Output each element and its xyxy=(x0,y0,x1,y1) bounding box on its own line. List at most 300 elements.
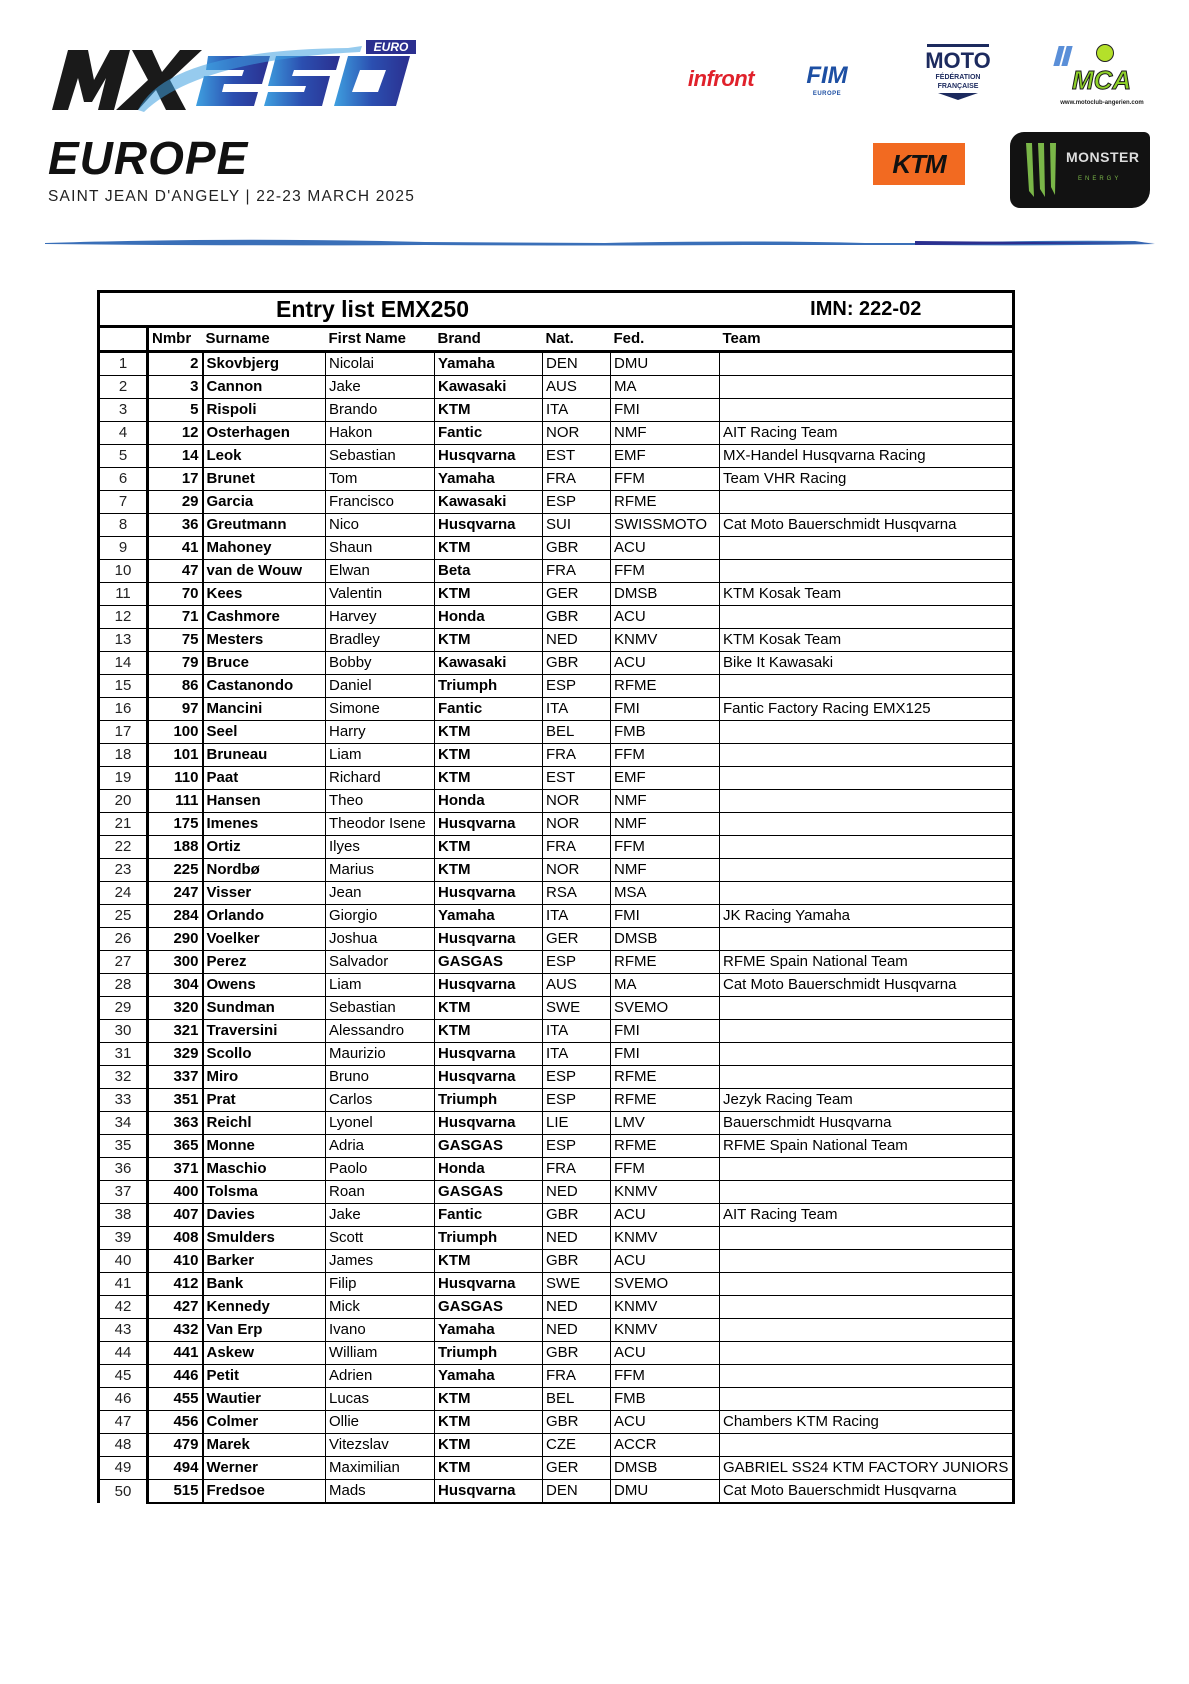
rider-helmet-icon xyxy=(1096,44,1114,62)
rider-nationality: FRA xyxy=(543,560,611,583)
rider-brand: KTM xyxy=(435,767,543,790)
table-row xyxy=(99,606,1014,629)
rider-federation: ACU xyxy=(611,652,720,675)
rider-first-name: Filip xyxy=(326,1273,435,1296)
rider-first-name: Lucas xyxy=(326,1388,435,1411)
rider-number: 351 xyxy=(148,1089,203,1112)
row-position: 41 xyxy=(99,1273,148,1296)
rider-first-name: Ilyes xyxy=(326,836,435,859)
rider-brand: Honda xyxy=(435,606,543,629)
rider-number: 515 xyxy=(148,1480,203,1504)
rider-brand: Yamaha xyxy=(435,352,543,376)
rider-team: Bauerschmidt Husqvarna xyxy=(720,1112,1014,1135)
rider-first-name: Mads xyxy=(326,1480,435,1504)
rider-team xyxy=(720,1434,1014,1457)
table-row xyxy=(99,1388,1014,1411)
rider-federation: LMV xyxy=(611,1112,720,1135)
rider-federation: SVEMO xyxy=(611,1273,720,1296)
ffm-moto-logo xyxy=(912,44,1004,116)
rider-surname: Davies xyxy=(203,1204,326,1227)
rider-team xyxy=(720,1342,1014,1365)
row-position: 47 xyxy=(99,1411,148,1434)
rider-number: 17 xyxy=(148,468,203,491)
rider-nationality: GBR xyxy=(543,1411,611,1434)
rider-nationality: FRA xyxy=(543,836,611,859)
rider-surname: Owens xyxy=(203,974,326,997)
row-position: 29 xyxy=(99,997,148,1020)
rider-number: 225 xyxy=(148,859,203,882)
row-position: 10 xyxy=(99,560,148,583)
rider-federation: MA xyxy=(611,376,720,399)
rider-nationality: NED xyxy=(543,1227,611,1250)
rider-surname: Tolsma xyxy=(203,1181,326,1204)
rider-first-name: Ivano xyxy=(326,1319,435,1342)
rider-federation: RFME xyxy=(611,491,720,514)
rider-team: KTM Kosak Team xyxy=(720,583,1014,606)
rider-first-name: Adrien xyxy=(326,1365,435,1388)
rider-team xyxy=(720,997,1014,1020)
rider-surname: Kees xyxy=(203,583,326,606)
rider-nationality: GBR xyxy=(543,1204,611,1227)
row-position: 32 xyxy=(99,1066,148,1089)
rider-brand: Husqvarna xyxy=(435,1043,543,1066)
rider-brand: GASGAS xyxy=(435,1181,543,1204)
table-row xyxy=(99,445,1014,468)
table-row xyxy=(99,1135,1014,1158)
ktm-logo: KTM xyxy=(873,143,965,185)
table-row xyxy=(99,1158,1014,1181)
rider-first-name: Simone xyxy=(326,698,435,721)
rider-number: 41 xyxy=(148,537,203,560)
rider-team xyxy=(720,836,1014,859)
rider-first-name: Adria xyxy=(326,1135,435,1158)
rider-brand: Triumph xyxy=(435,1227,543,1250)
rider-surname: Imenes xyxy=(203,813,326,836)
rider-team xyxy=(720,1020,1014,1043)
rider-surname: Bruneau xyxy=(203,744,326,767)
rider-federation: FMI xyxy=(611,1043,720,1066)
rider-first-name: Paolo xyxy=(326,1158,435,1181)
rider-first-name: Nico xyxy=(326,514,435,537)
column-header-surname: Surname xyxy=(203,327,326,352)
rider-team xyxy=(720,1181,1014,1204)
rider-surname: Petit xyxy=(203,1365,326,1388)
rider-federation: DMU xyxy=(611,1480,720,1504)
rider-surname: Scollo xyxy=(203,1043,326,1066)
rider-federation: FFM xyxy=(611,560,720,583)
table-row xyxy=(99,1204,1014,1227)
rider-nationality: NOR xyxy=(543,859,611,882)
rider-team xyxy=(720,352,1014,376)
row-position: 42 xyxy=(99,1296,148,1319)
rider-team: Bike It Kawasaki xyxy=(720,652,1014,675)
rider-first-name: Harvey xyxy=(326,606,435,629)
rider-number: 455 xyxy=(148,1388,203,1411)
row-position: 20 xyxy=(99,790,148,813)
rider-number: 47 xyxy=(148,560,203,583)
rider-nationality: FRA xyxy=(543,468,611,491)
rider-number: 247 xyxy=(148,882,203,905)
rider-number: 363 xyxy=(148,1112,203,1135)
table-row xyxy=(99,1480,1014,1504)
table-row xyxy=(99,997,1014,1020)
table-row xyxy=(99,1457,1014,1480)
table-row xyxy=(99,813,1014,836)
rider-surname: Bruce xyxy=(203,652,326,675)
table-row xyxy=(99,1181,1014,1204)
table-row xyxy=(99,905,1014,928)
rider-surname: Maschio xyxy=(203,1158,326,1181)
row-position: 18 xyxy=(99,744,148,767)
rider-nationality: NED xyxy=(543,629,611,652)
rider-surname: Colmer xyxy=(203,1411,326,1434)
rider-nationality: ITA xyxy=(543,905,611,928)
table-row xyxy=(99,744,1014,767)
rider-brand: GASGAS xyxy=(435,1135,543,1158)
rider-surname: Fredsoe xyxy=(203,1480,326,1504)
rider-team xyxy=(720,1066,1014,1089)
rider-brand: Husqvarna xyxy=(435,974,543,997)
rider-federation: ACU xyxy=(611,1204,720,1227)
rider-team xyxy=(720,859,1014,882)
rider-number: 101 xyxy=(148,744,203,767)
table-row xyxy=(99,721,1014,744)
rider-first-name: Hakon xyxy=(326,422,435,445)
rider-brand: Kawasaki xyxy=(435,491,543,514)
rider-nationality: SWE xyxy=(543,997,611,1020)
rider-federation: KNMV xyxy=(611,629,720,652)
rider-number: 70 xyxy=(148,583,203,606)
table-row xyxy=(99,468,1014,491)
rider-surname: Cashmore xyxy=(203,606,326,629)
rider-brand: Honda xyxy=(435,790,543,813)
rider-first-name: Lyonel xyxy=(326,1112,435,1135)
row-position: 50 xyxy=(99,1480,148,1504)
logo-badge: EURO xyxy=(373,40,409,54)
rider-team xyxy=(720,1273,1014,1296)
row-position: 1 xyxy=(99,352,148,376)
rider-first-name: Shaun xyxy=(326,537,435,560)
rider-surname: Smulders xyxy=(203,1227,326,1250)
rider-federation: NMF xyxy=(611,859,720,882)
rider-surname: Mesters xyxy=(203,629,326,652)
rider-surname: Van Erp xyxy=(203,1319,326,1342)
row-position: 16 xyxy=(99,698,148,721)
table-row xyxy=(99,1411,1014,1434)
rider-nationality: ITA xyxy=(543,399,611,422)
rider-nationality: SUI xyxy=(543,514,611,537)
rider-brand: Triumph xyxy=(435,675,543,698)
table-row xyxy=(99,698,1014,721)
rider-first-name: Roan xyxy=(326,1181,435,1204)
rider-surname: Mancini xyxy=(203,698,326,721)
rider-number: 86 xyxy=(148,675,203,698)
rider-brand: KTM xyxy=(435,629,543,652)
rider-team xyxy=(720,537,1014,560)
rider-brand: KTM xyxy=(435,399,543,422)
row-position: 43 xyxy=(99,1319,148,1342)
rider-team xyxy=(720,399,1014,422)
rider-first-name: Elwan xyxy=(326,560,435,583)
table-row xyxy=(99,1043,1014,1066)
rider-surname: van de Wouw xyxy=(203,560,326,583)
rider-number: 410 xyxy=(148,1250,203,1273)
rider-team: Jezyk Racing Team xyxy=(720,1089,1014,1112)
rider-number: 79 xyxy=(148,652,203,675)
rider-first-name: Valentin xyxy=(326,583,435,606)
row-position: 39 xyxy=(99,1227,148,1250)
rider-team: Chambers KTM Racing xyxy=(720,1411,1014,1434)
rider-surname: Castanondo xyxy=(203,675,326,698)
rider-team: Team VHR Racing xyxy=(720,468,1014,491)
rider-nationality: ITA xyxy=(543,1043,611,1066)
row-position: 35 xyxy=(99,1135,148,1158)
rider-brand: Yamaha xyxy=(435,468,543,491)
rider-federation: KNMV xyxy=(611,1319,720,1342)
rider-number: 75 xyxy=(148,629,203,652)
rider-federation: KNMV xyxy=(611,1181,720,1204)
table-row xyxy=(99,675,1014,698)
rider-federation: RFME xyxy=(611,1089,720,1112)
rider-number: 304 xyxy=(148,974,203,997)
rider-surname: Wautier xyxy=(203,1388,326,1411)
title-spacer xyxy=(99,292,203,327)
rider-team: RFME Spain National Team xyxy=(720,951,1014,974)
rider-first-name: Bobby xyxy=(326,652,435,675)
rider-number: 365 xyxy=(148,1135,203,1158)
rider-brand: GASGAS xyxy=(435,1296,543,1319)
rider-federation: FMB xyxy=(611,721,720,744)
table-row xyxy=(99,399,1014,422)
rider-nationality: RSA xyxy=(543,882,611,905)
rider-team xyxy=(720,491,1014,514)
rider-number: 329 xyxy=(148,1043,203,1066)
rider-first-name: Brando xyxy=(326,399,435,422)
rider-team xyxy=(720,790,1014,813)
rider-number: 12 xyxy=(148,422,203,445)
row-position: 25 xyxy=(99,905,148,928)
rider-nationality: DEN xyxy=(543,352,611,376)
rider-federation: MA xyxy=(611,974,720,997)
rider-team xyxy=(720,1250,1014,1273)
rider-brand: KTM xyxy=(435,537,543,560)
decorative-brush-stroke xyxy=(45,237,1155,247)
rider-federation: EMF xyxy=(611,767,720,790)
rider-surname: Mahoney xyxy=(203,537,326,560)
row-position: 17 xyxy=(99,721,148,744)
rider-surname: Bank xyxy=(203,1273,326,1296)
monster-logo-text: MONSTER xyxy=(1066,149,1140,165)
rider-number: 29 xyxy=(148,491,203,514)
row-position: 9 xyxy=(99,537,148,560)
rider-first-name: Salvador xyxy=(326,951,435,974)
rider-nationality: AUS xyxy=(543,974,611,997)
rider-number: 71 xyxy=(148,606,203,629)
table-row xyxy=(99,1089,1014,1112)
rider-surname: Reichl xyxy=(203,1112,326,1135)
rider-number: 494 xyxy=(148,1457,203,1480)
rider-nationality: FRA xyxy=(543,1158,611,1181)
rider-nationality: FRA xyxy=(543,1365,611,1388)
rider-first-name: Nicolai xyxy=(326,352,435,376)
infront-logo: infront xyxy=(687,66,755,91)
row-position: 33 xyxy=(99,1089,148,1112)
rider-nationality: NED xyxy=(543,1319,611,1342)
rider-surname: Perez xyxy=(203,951,326,974)
rider-surname: Skovbjerg xyxy=(203,352,326,376)
rider-surname: Askew xyxy=(203,1342,326,1365)
rider-brand: Husqvarna xyxy=(435,1273,543,1296)
rider-team xyxy=(720,1319,1014,1342)
table-row xyxy=(99,836,1014,859)
rider-federation: FFM xyxy=(611,1365,720,1388)
rider-first-name: Ollie xyxy=(326,1411,435,1434)
row-position: 45 xyxy=(99,1365,148,1388)
rider-nationality: DEN xyxy=(543,1480,611,1504)
rider-number: 5 xyxy=(148,399,203,422)
row-position: 37 xyxy=(99,1181,148,1204)
column-header-nat: Nat. xyxy=(543,327,611,352)
table-row xyxy=(99,376,1014,399)
rider-team: AIT Racing Team xyxy=(720,422,1014,445)
rider-first-name: Jake xyxy=(326,1204,435,1227)
rider-federation: DMSB xyxy=(611,928,720,951)
row-position: 30 xyxy=(99,1020,148,1043)
rider-number: 300 xyxy=(148,951,203,974)
rider-brand: Fantic xyxy=(435,1204,543,1227)
rider-surname: Nordbø xyxy=(203,859,326,882)
rider-brand: Fantic xyxy=(435,422,543,445)
rider-first-name: Francisco xyxy=(326,491,435,514)
row-position: 8 xyxy=(99,514,148,537)
rider-team xyxy=(720,606,1014,629)
rider-federation: RFME xyxy=(611,1066,720,1089)
table-row xyxy=(99,537,1014,560)
rider-surname: Leok xyxy=(203,445,326,468)
rider-nationality: ESP xyxy=(543,1066,611,1089)
row-position: 23 xyxy=(99,859,148,882)
moto-logo-chevron xyxy=(938,93,978,100)
rider-team: Cat Moto Bauerschmidt Husqvarna xyxy=(720,1480,1014,1504)
rider-first-name: William xyxy=(326,1342,435,1365)
rider-number: 432 xyxy=(148,1319,203,1342)
rider-number: 97 xyxy=(148,698,203,721)
moto-logo-sub2: FRANÇAISE xyxy=(937,83,979,90)
rider-number: 446 xyxy=(148,1365,203,1388)
table-row xyxy=(99,1227,1014,1250)
table-row xyxy=(99,790,1014,813)
rider-team: MX-Handel Husqvarna Racing xyxy=(720,445,1014,468)
column-header-fed: Fed. xyxy=(611,327,720,352)
row-position: 22 xyxy=(99,836,148,859)
rider-nationality: GBR xyxy=(543,537,611,560)
rider-nationality: GBR xyxy=(543,606,611,629)
rider-brand: Honda xyxy=(435,1158,543,1181)
table-row xyxy=(99,352,1014,376)
rider-nationality: AUS xyxy=(543,376,611,399)
rider-nationality: GBR xyxy=(543,652,611,675)
rider-team xyxy=(720,1365,1014,1388)
rider-federation: FMI xyxy=(611,905,720,928)
table-row xyxy=(99,859,1014,882)
rider-number: 441 xyxy=(148,1342,203,1365)
row-position: 26 xyxy=(99,928,148,951)
rider-brand: KTM xyxy=(435,583,543,606)
rider-first-name: Liam xyxy=(326,744,435,767)
rider-number: 337 xyxy=(148,1066,203,1089)
rider-brand: Triumph xyxy=(435,1089,543,1112)
rider-surname: Seel xyxy=(203,721,326,744)
rider-surname: Rispoli xyxy=(203,399,326,422)
monster-energy-logo xyxy=(1010,132,1150,208)
fim-logo-text: FIM xyxy=(806,62,848,89)
rider-team xyxy=(720,928,1014,951)
rider-brand: Husqvarna xyxy=(435,514,543,537)
rider-federation: ACU xyxy=(611,1250,720,1273)
rider-number: 2 xyxy=(148,352,203,376)
row-position: 15 xyxy=(99,675,148,698)
fim-europe-logo xyxy=(790,58,864,102)
table-row xyxy=(99,629,1014,652)
mca-logo-url: www.motoclub-angerien.com xyxy=(1060,100,1144,106)
entry-rows xyxy=(99,352,1014,1504)
rider-federation: FFM xyxy=(611,744,720,767)
rider-team xyxy=(720,675,1014,698)
rider-brand: KTM xyxy=(435,1020,543,1043)
rider-surname: Brunet xyxy=(203,468,326,491)
rider-brand: KTM xyxy=(435,721,543,744)
mca-logo-text: MCA xyxy=(1072,65,1132,95)
rider-surname: Traversini xyxy=(203,1020,326,1043)
rider-first-name: Maurizio xyxy=(326,1043,435,1066)
rider-team xyxy=(720,813,1014,836)
rider-team xyxy=(720,560,1014,583)
rider-surname: Voelker xyxy=(203,928,326,951)
rider-brand: GASGAS xyxy=(435,951,543,974)
table-header-row xyxy=(99,327,1014,352)
rider-first-name: Bradley xyxy=(326,629,435,652)
rider-nationality: SWE xyxy=(543,1273,611,1296)
rider-first-name: Maximilian xyxy=(326,1457,435,1480)
rider-brand: KTM xyxy=(435,1434,543,1457)
rider-team: JK Racing Yamaha xyxy=(720,905,1014,928)
table-row xyxy=(99,491,1014,514)
rider-first-name: Giorgio xyxy=(326,905,435,928)
rider-nationality: ESP xyxy=(543,491,611,514)
table-row xyxy=(99,1365,1014,1388)
rider-surname: Werner xyxy=(203,1457,326,1480)
rider-team: GABRIEL SS24 KTM FACTORY JUNIORS xyxy=(720,1457,1014,1480)
rider-number: 456 xyxy=(148,1411,203,1434)
rider-team xyxy=(720,1296,1014,1319)
rider-number: 175 xyxy=(148,813,203,836)
title-spacer xyxy=(543,292,720,327)
moto-logo-bar xyxy=(927,44,989,47)
table-row xyxy=(99,974,1014,997)
rider-federation: NMF xyxy=(611,422,720,445)
rider-number: 408 xyxy=(148,1227,203,1250)
rider-surname: Greutmann xyxy=(203,514,326,537)
rider-federation: FFM xyxy=(611,468,720,491)
rider-team xyxy=(720,1388,1014,1411)
row-position: 44 xyxy=(99,1342,148,1365)
rider-surname: Sundman xyxy=(203,997,326,1020)
rider-nationality: ESP xyxy=(543,951,611,974)
rider-nationality: NOR xyxy=(543,790,611,813)
rider-brand: Kawasaki xyxy=(435,652,543,675)
rider-number: 284 xyxy=(148,905,203,928)
rider-brand: Triumph xyxy=(435,1342,543,1365)
